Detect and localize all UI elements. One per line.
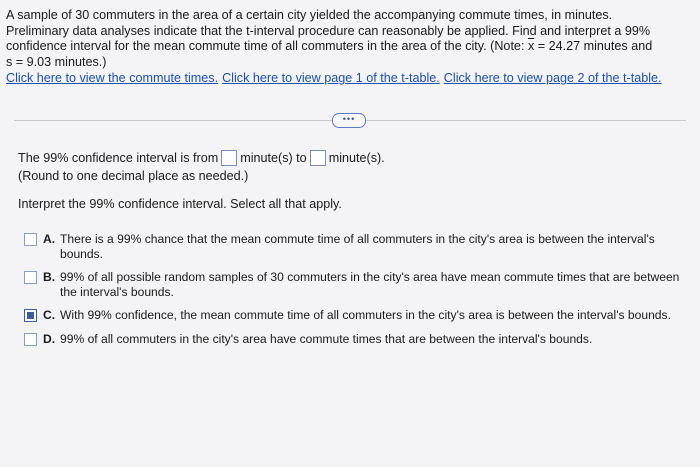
option-b-text: 99% of all possible random samples of 30 commuters in the city's area have mean commute times that are between the interval's bounds. xyxy=(60,270,680,299)
problem-line-3 xyxy=(6,39,696,55)
upper-bound-input[interactable] xyxy=(310,150,326,166)
expand-more-button[interactable]: ••• xyxy=(332,113,366,128)
commute-times-link[interactable]: Click here to view the commute times. xyxy=(6,71,219,86)
problem-line-3-pre: confidence interval for the mean commute time of all commuters in the area of the city. (Note: xyxy=(6,39,528,54)
option-a-text: There is a 99% chance that the mean commute time of all commuters in the city's area is between the interval's bounds. xyxy=(60,232,655,261)
interval-middle-text: minute(s) to xyxy=(240,151,307,165)
option-a-letter: A. xyxy=(43,232,56,246)
option-c-letter: C. xyxy=(43,308,56,322)
option-b-checkbox[interactable] xyxy=(24,271,37,284)
option-d-letter: D. xyxy=(43,331,56,346)
problem-line-3-post: = 24.27 minutes and xyxy=(534,39,653,54)
lower-bound-input[interactable] xyxy=(221,150,237,166)
rounding-hint: (Round to one decimal place as needed.) xyxy=(18,169,249,183)
interval-prefix-text: The 99% confidence interval is from xyxy=(18,151,219,165)
answer-options xyxy=(24,232,694,355)
confidence-interval-question xyxy=(18,150,385,184)
option-c-checkbox[interactable] xyxy=(24,309,37,322)
option-d-text: 99% of all commuters in the city's area have commute times that are between the interval's bounds. xyxy=(60,331,593,346)
section-divider xyxy=(0,113,700,127)
option-a-checkbox[interactable] xyxy=(24,233,37,246)
problem-statement xyxy=(6,8,696,87)
option-b-letter: B. xyxy=(43,270,56,284)
option-a[interactable] xyxy=(24,232,694,261)
problem-line-2: Preliminary data analyses indicate that the t-interval procedure can reasonably be applied. Find and interpret a 99% xyxy=(6,23,651,38)
option-c[interactable] xyxy=(24,308,694,323)
option-d-checkbox[interactable] xyxy=(24,333,37,346)
t-table-page-2-link[interactable]: Click here to view page 2 of the t-table. xyxy=(443,71,662,86)
interval-suffix-text: minute(s). xyxy=(328,151,385,165)
problem-line-4: s = 9.03 minutes.) xyxy=(6,54,107,69)
option-b[interactable] xyxy=(24,270,694,299)
xbar-symbol: $\overline{x}$ xyxy=(527,39,535,54)
option-c-text: With 99% confidence, the mean commute time of all commuters in the city's area is between the interval's bounds. xyxy=(60,308,671,322)
t-table-page-1-link[interactable]: Click here to view page 1 of the t-table. xyxy=(222,71,440,86)
resource-links xyxy=(6,71,696,87)
interpret-prompt: Interpret the 99% confidence interval. Select all that apply. xyxy=(18,197,342,211)
interval-answer-row xyxy=(18,150,385,166)
problem-line-1: A sample of 30 commuters in the area of a certain city yielded the accompanying commute times, in minutes. xyxy=(6,8,613,22)
option-d[interactable] xyxy=(24,332,694,347)
